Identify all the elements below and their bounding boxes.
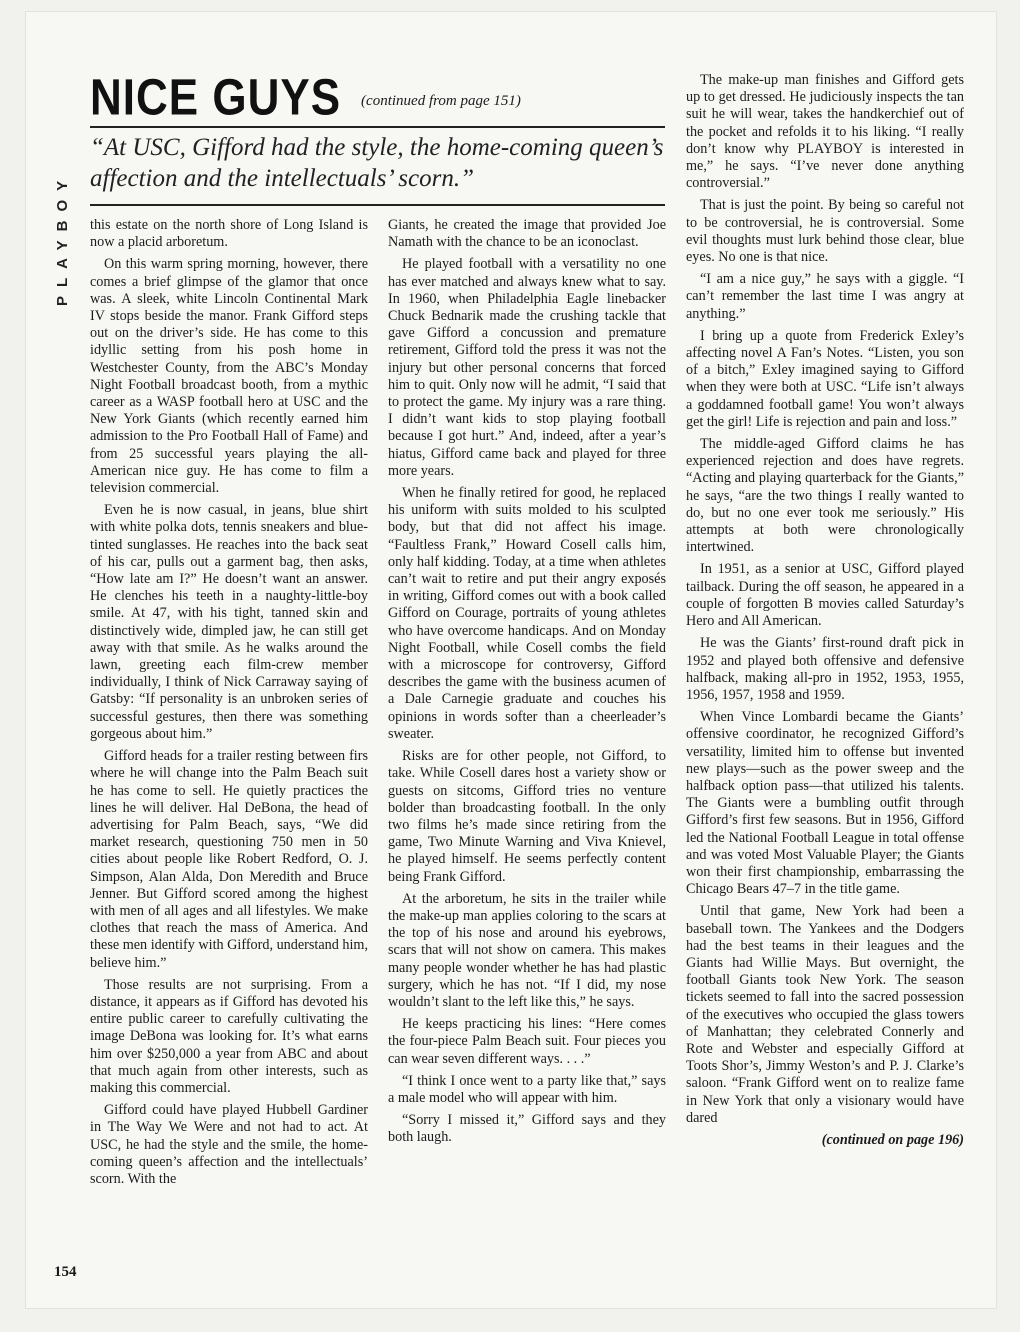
paragraph: The middle-aged Gifford claims he has experienced rejection and does have regrets. “Acting and playing quarterback for the Giants,” he says, “are the two things I really wanted to do, but no one ever took me seriously.” His attempts at both were chronologically intertwined. [686,436,964,556]
paragraph: Risks are for other people, not Gifford, to take. While Cosell dares host a variety show or guests on sitcoms, Gifford tries no venture bolder than broadcasting football. In the only two films he’s made since retiring from the game, Two Minute Warning and Viva Knievel, he played himself. He seems perfectly content being Frank Gifford. [388,748,666,885]
text-column-1 [90,217,368,1193]
paragraph: He played football with a versatility no one has ever matched and always knew what to say. In 1960, when Philadelphia Eagle linebacker Chuck Bednarik made the crushing tackle that gave Gifford a concussion and premature retirement, Gifford told the press it was not the injury but other personal concerns that forced him to quit. Only now will he admit, “I said that to protect the game. My injury was a rare thing. I didn’t want kids to stop playing football because I got hurt.” And, indeed, after a year’s hiatus, Gifford came back and played for three more years. [388,256,666,479]
paragraph: When Vince Lombardi became the Giants’ offensive coordinator, he recognized Gifford’s versatility, limited him to offense but invented new plays—such as the power sweep and the halfback option pass—that utilized his talents. The Giants were a bumbling outfit through Gifford’s first few seasons. But in 1956, Gifford led the National Football League in total offense and was voted Most Valuable Player; the Giants won their first championship, embarrassing the Chicago Bears 47–7 in the title game. [686,709,964,898]
paragraph: this estate on the north shore of Long Island is now a placid arboretum. [90,217,368,251]
paragraph: Gifford heads for a trailer resting between firs where he will change into the Palm Beach suit he has come to sell. He quietly practices the lines he will deliver. Hal DeBona, the head of advertising for Palm Beach, says, “We did market research, questioning 750 men in 50 cities about people like Robert Redford, O. J. Simpson, Alan Alda, Don Meredith and Bruce Jenner. But Gifford scored among the highest with men of all ages and all lifestyles. We make clothes that reach the mass of America. And these men identify with Gifford, understand him, believe him.” [90,748,368,971]
pull-quote: “At USC, Gifford had the style, the home-coming queen’s affection and the intellectuals’ scorn.” [90,134,664,192]
paragraph: That is just the point. By being so careful not to be controversial, he is controversial. Some evil thoughts must lurk behind those clear, blue eyes. No one is that nice. [686,197,964,266]
page-number: 154 [54,1264,77,1280]
text-column-2 [388,217,666,1152]
magazine-page [26,12,996,1308]
paragraph: On this warm spring morning, however, there comes a brief glimpse of the glamor that once was. A sleek, white Lincoln Continental Mark IV stops beside the manor. Frank Gifford steps out on the driver’s side. He has come to this idyllic setting from his posh home in Westchester County, from the ABC’s Monday Night Football broadcast booth, from a mythic career as a WASP football hero at USC and the New York Giants (which recently earned him admission to the Pro Football Hall of Fame) and from 25 successful years playing the all-American nice guy. He has come to film a television commercial. [90,256,368,497]
paragraph: He keeps practicing his lines: “Here comes the four-piece Palm Beach suit. Four pieces you can wear seven different ways. . . .” [388,1016,666,1067]
continued-on-note: (continued on page 196) [821,1131,964,1148]
article-header [90,69,670,126]
paragraph: I bring up a quote from Frederick Exley’s affecting novel A Fan’s Notes. “Listen, you son of a bitch,” Exley imagined saying to Gifford when they were both at USC. “Life isn’t always a goddamned football game! You won’t always get the girl! Life is rejection and pain and loss.” [686,327,964,430]
article-title: NICE GUYS [90,69,342,126]
paragraph: Gifford could have played Hubbell Gardiner in The Way We Were and not had to act. At USC, he had the style and the smile, the home-coming queen’s affection and the intellectuals’ scorn. With the [90,1102,368,1187]
paragraph: The make-up man finishes and Gifford gets up to get dressed. He judiciously inspects the tan suit he will wear, takes the handkerchief out of the pocket and refolds it to his liking. “I really don’t know why PLAYBOY is interested in me,” he says. “I’ve never done anything controversial.” [686,72,964,192]
continued-from-note: (continued from page 151) [361,93,521,109]
paragraph: Until that game, New York had been a baseball town. The Yankees and the Dodgers had the best teams in their leagues and the Giants had Willie Mays. But overnight, the football Giants took New York. The season tickets seemed to fall into the sacred possession of the executives who occupied the glass towers of Manhattan; they celebrated Connerly and Rote and Webster and especially Gifford at Toots Shor’s, Jimmy Weston’s and P. J. Clarke’s saloon. “Frank Gifford went on to realize fame in New York that only a visionary would have dared [686,903,964,1126]
paragraph: “I think I once went to a party like that,” says a male model who will appear with him. [388,1072,666,1106]
magazine-name: PLAYBOY [54,171,71,306]
paragraph: When he finally retired for good, he replaced his uniform with suits molded to his sculpted body, but that did not affect his image. “Faultless Frank,” Howard Cosell calls him, only half kidding. Today, at a time when athletes can’t wait to retire and put their angry exposés in writing, Gifford comes out with a book called Gifford on Courage, portraits of young athletes who have overcome handicaps. And on Monday Night Football, while Cosell combs the field with a microscope for controversy, Gifford describes the game with the business acumen of a Dale Carnegie graduate and couches his opinions in words softer than a cheerleader’s sweater. [388,485,666,742]
text-column-3 [686,72,964,1154]
paragraph: Giants, he created the image that provided Joe Namath with the chance to be an iconoclast. [388,217,666,251]
magazine-masthead-vertical [54,74,76,314]
paragraph: “Sorry I missed it,” Gifford says and they both laugh. [388,1112,666,1146]
paragraph: Even he is now casual, in jeans, blue shirt with white polka dots, tennis sneakers and blue-tinted sunglasses. He reaches into the back seat of his car, pulls out a garment bag, then asks, “How late am I?” He doesn’t want an answer. He clenches his teeth in a naughty-little-boy smile. At 47, with his tight, tanned skin and distinctively wide, dimpled jaw, he can still get away with that smile. As he walks around the lawn, greeting each film-crew member individually, I think of Nick Carraway saying of Gatsby: “If personality is an unbroken series of successful gestures, then there was something gorgeous about him.” [90,502,368,742]
paragraph: He was the Giants’ first-round draft pick in 1952 and played both offensive and defensive halfback, making all-pro in 1952, 1953, 1955, 1956, 1957, 1958 and 1959. [686,635,964,703]
pull-quote-top-rule [90,126,665,128]
paragraph: In 1951, as a senior at USC, Gifford played tailback. During the off season, he appeared in a couple of forgotten B movies called Saturday’s Hero and All American. [686,561,964,630]
paragraph: “I am a nice guy,” he says with a giggle. “I can’t remember the last time I was angry at anything.” [686,271,964,322]
paragraph: At the arboretum, he sits in the trailer while the make-up man applies coloring to the scars at the top of his nose and around his eyebrows, scars that will not show on camera. This makes many people wonder whether he has had plastic surgery, which he has not. “If I did, my nose wouldn’t slant to the left like this,” he says. [388,890,666,1010]
paragraph: Those results are not surprising. From a distance, it appears as if Gifford has devoted his entire public career to carefully cultivating the image DeBona was looking for. It’s what earns him over $250,000 a year from ABC and about that much again from other interests, such as making this commercial. [90,976,368,1096]
pull-quote-bottom-rule [90,204,665,206]
